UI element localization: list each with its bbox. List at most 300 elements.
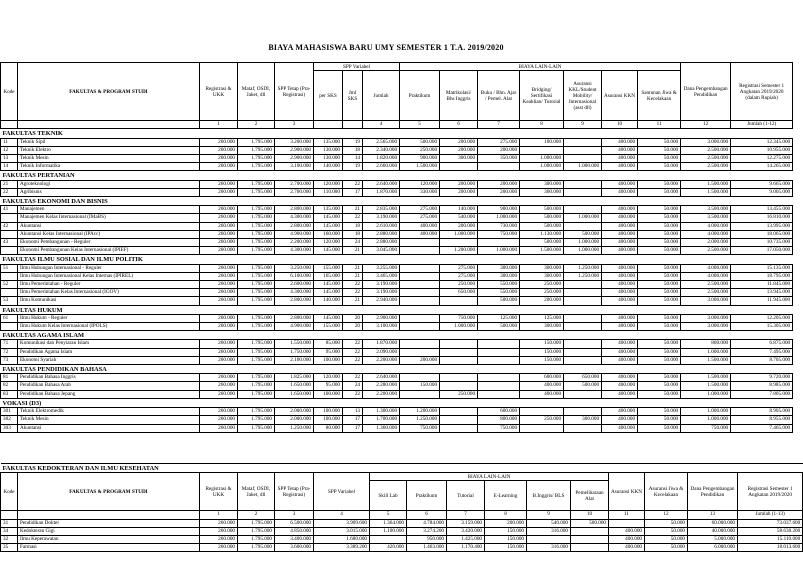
fee-cell: 600.000: [478, 408, 520, 416]
fee-cell: 400.000: [602, 408, 638, 416]
fee-cell: 1.200.000: [440, 247, 478, 255]
fee-cell: 2.800.000: [275, 314, 314, 322]
header-santunan: Santunan Jiwa & Kecelakaan: [638, 71, 681, 121]
table-row: [1, 163, 793, 171]
column-number: 3: [275, 511, 314, 519]
table-row: [1, 297, 793, 305]
fee-cell: 110.000: [314, 188, 343, 196]
fee-cell: 2.280.000: [363, 382, 400, 390]
fee-cell: 3.190.000: [363, 289, 400, 297]
fee-cell: 4.300.000: [275, 214, 314, 222]
fee-cell: 17: [343, 424, 363, 432]
fee-cell: 22: [343, 340, 363, 348]
fee-cell: 260.000: [200, 382, 238, 390]
fee-cell: 9.665.000: [731, 180, 793, 188]
fee-cell: 275.000: [478, 138, 520, 146]
fee-cell: 1.795.000: [238, 408, 275, 416]
fee-cell: 1.130.000: [520, 230, 564, 238]
fee-cell: [564, 146, 602, 154]
table-row: [1, 348, 793, 356]
fee-cell: 2.610.000: [363, 222, 400, 230]
fee-cell: 2.900.000: [275, 155, 314, 163]
fee-cell: 260.000: [200, 247, 238, 255]
fee-cell: 50.000: [645, 519, 688, 527]
fee-cell: 20: [343, 314, 363, 322]
program-code: 73: [1, 356, 18, 364]
fee-cell: 1.750.000: [275, 348, 314, 356]
table-row: [1, 519, 803, 527]
table-row: [1, 138, 793, 146]
fee-cell: 1.500.000: [681, 180, 731, 188]
program-name: Ilmu Pemerintahan Kelas Internasional (IGOV): [18, 289, 200, 297]
fee-cell: 4.300.000: [275, 247, 314, 255]
fee-cell: [564, 222, 602, 230]
fee-cell: 500.000: [571, 519, 609, 527]
fee-cell: 1.700.000: [363, 416, 400, 424]
fee-cell: [440, 239, 478, 247]
fee-cell: 1.000.000: [520, 155, 564, 163]
program-name: Akuntansi Kelas Internasional (IPAcc): [18, 230, 200, 238]
fee-cell: 750.000: [440, 314, 478, 322]
fee-cell: [440, 424, 478, 432]
fee-cell: 1.795.000: [238, 390, 275, 398]
fee-cell: 260.000: [200, 544, 238, 552]
fee-cell: 50.000: [638, 374, 681, 382]
fee-cell: 22: [343, 356, 363, 364]
fee-cell: 6.875.000: [731, 340, 793, 348]
fee-cell: 145.000: [314, 247, 343, 255]
fee-cell: 400.000: [602, 314, 638, 322]
fee-cell: 400.000: [602, 390, 638, 398]
fee-cell: 1.795.000: [238, 382, 275, 390]
header-bridging: Bridging/ Sertifikasi Keahlian/ Tutorial: [520, 71, 564, 121]
program-name: Teknik Informatika: [18, 163, 200, 171]
fee-cell: 1.795.000: [238, 138, 275, 146]
fee-cell: 4.784.000: [407, 519, 447, 527]
fee-cell: 160.000: [314, 230, 343, 238]
fee-cell: 2.800.000: [275, 206, 314, 214]
program-name: Teknik Sipil: [18, 138, 200, 146]
fee-cell: 260.000: [200, 408, 238, 416]
fee-cell: 3.400.000: [275, 536, 314, 544]
fee-cell: 145.000: [314, 314, 343, 322]
column-number: 11: [609, 511, 645, 519]
fee-cell: [400, 272, 440, 280]
fee-cell: 2.100.000: [275, 356, 314, 364]
fee-cell: 200.000: [478, 188, 520, 196]
fee-cell: 50.000: [638, 230, 681, 238]
document-title: BIAYA MAHASISWA BARU UMY SEMESTER 1 T.A. 2019/2020: [268, 43, 504, 52]
section-name: FAKULTAS PENDIDIKAN BAHASA: [1, 365, 793, 374]
fee-cell: [400, 340, 440, 348]
fee-cell: 4.850.000: [275, 527, 314, 535]
fee-cell: 260.000: [200, 314, 238, 322]
fee-cell: 260.000: [200, 390, 238, 398]
section-name: FAKULTAS KEDOKTERAN DAN ILMU KESEHATAN: [1, 464, 803, 473]
table-row: [1, 180, 793, 188]
fee-cell: 13.455.000: [731, 206, 793, 214]
fee-cell: [564, 348, 602, 356]
header-mataf: Mataf, OSDI, Jaket, dll: [238, 63, 275, 121]
fee-cell: 50.000: [638, 214, 681, 222]
program-code: 72: [1, 348, 18, 356]
program-name: Ilmu Hukum Kelas Internasional (IPOLS): [18, 323, 200, 331]
fee-cell: 400.000: [602, 163, 638, 171]
fee-cell: 3.000.000: [681, 323, 731, 331]
column-numbering-row: [1, 511, 803, 519]
fee-cell: [571, 544, 609, 552]
program-code: [1, 247, 18, 255]
fee-cell: 1.000.000: [478, 214, 520, 222]
program-code: 303: [1, 424, 18, 432]
fee-cell: 3.255.000: [363, 264, 400, 272]
program-code: [1, 272, 18, 280]
fee-cell: 5.000.000: [688, 536, 738, 544]
program-name: Ekonomi Syariah: [18, 356, 200, 364]
table-row: [1, 340, 793, 348]
fee-cell: 6.100.000: [275, 272, 314, 280]
fee-cell: 11.845.000: [731, 281, 793, 289]
fee-cell: 500.000: [520, 214, 564, 222]
fee-cell: 8.955.000: [731, 416, 793, 424]
fee-cell: 150.000: [520, 340, 564, 348]
fee-cell: [520, 146, 564, 154]
table-row: [1, 222, 793, 230]
fee-cell: [400, 297, 440, 305]
fee-cell: [527, 536, 571, 544]
fee-cell: 300.000: [520, 272, 564, 280]
fee-cell: 58.630.200: [738, 527, 803, 535]
fee-cell: 19: [343, 138, 363, 146]
fee-cell: 500.000: [564, 230, 602, 238]
fee-cell: 20: [343, 323, 363, 331]
fee-cell: [478, 348, 520, 356]
column-number: 12: [681, 121, 731, 129]
fee-cell: 1.360.000: [363, 424, 400, 432]
fee-cell: 13.995.000: [731, 222, 793, 230]
fee-cell: 900.000: [400, 155, 440, 163]
header-mataf: Mataf, OSDI, Jaket, dll: [238, 473, 275, 511]
fee-cell: [564, 180, 602, 188]
fee-cell: 50.000: [638, 348, 681, 356]
fee-cell: 2.940.000: [363, 297, 400, 305]
fee-cell: 1.795.000: [238, 527, 275, 535]
fee-cell: 21: [343, 206, 363, 214]
fee-cell: 50.000: [638, 340, 681, 348]
fee-cell: 1.500.000: [681, 374, 731, 382]
section-name: FAKULTAS ILMU SOSIAL DAN ILMU POLITIK: [1, 255, 793, 264]
fee-cell: 150.000: [520, 356, 564, 364]
header-biaya-lain: BIAYA LAIN-LAIN: [370, 473, 609, 481]
fee-cell: 1.795.000: [238, 247, 275, 255]
fee-cell: 500.000: [520, 239, 564, 247]
fee-cell: 260.000: [200, 424, 238, 432]
fee-cell: 2.200.000: [275, 239, 314, 247]
program-name: Pendidikan Dokter: [18, 519, 200, 527]
fee-cell: 130.000: [314, 155, 343, 163]
header-biaya-lain: BIAYA LAIN-LAIN: [400, 63, 681, 71]
fee-cell: 2.340.000: [363, 146, 400, 154]
fee-cell: 400.000: [602, 230, 638, 238]
fee-cell: 400.000: [602, 289, 638, 297]
table-row: [1, 239, 793, 247]
header-praktikum: Praktikum: [407, 481, 447, 511]
fee-cell: 275.000: [400, 206, 440, 214]
fee-cell: 316.000: [527, 544, 571, 552]
fee-cell: 3.159.000: [447, 519, 485, 527]
fee-cell: 2.700.000: [275, 188, 314, 196]
fee-cell: 3.389.200: [314, 544, 370, 552]
fee-cell: 4.900.000: [275, 323, 314, 331]
program-code: 71: [1, 340, 18, 348]
column-number: 6: [407, 511, 447, 519]
program-name: Ekonomi Pembangunan Kelas Internasional (IPIEF): [18, 247, 200, 255]
fee-cell: 2.200.000: [363, 356, 400, 364]
fee-cell: 400.000: [609, 544, 645, 552]
column-number: 10: [571, 511, 609, 519]
fee-cell: [564, 206, 602, 214]
fee-cell: [400, 323, 440, 331]
fee-cell: 22: [343, 374, 363, 382]
column-number: 5: [400, 121, 440, 129]
fee-cell: 50.000: [638, 390, 681, 398]
program-name: Teknik Elektro: [18, 146, 200, 154]
fee-cell: [564, 289, 602, 297]
fee-cell: 600.000: [520, 374, 564, 382]
fee-cell: 50.000: [638, 297, 681, 305]
column-numbering-row: [1, 121, 793, 129]
program-name: Manajemen Kelas Internasional (IMaBS): [18, 214, 200, 222]
fee-cell: 22: [343, 180, 363, 188]
program-code: 41: [1, 206, 18, 214]
header-total: Registrasi Semester 1 Angkatan 2019/2020: [738, 473, 803, 511]
program-name: Teknik Mesin: [18, 155, 200, 163]
fee-cell: 260.000: [200, 180, 238, 188]
program-name: Ilmu Hubungan Internasional Kelas Internas (IPIREL): [18, 272, 200, 280]
column-number: 2: [238, 511, 275, 519]
fee-cell: 550.000: [478, 289, 520, 297]
fee-cell: 100.000: [314, 416, 343, 424]
fee-cell: 260.000: [200, 264, 238, 272]
fee-cell: 1.364.000: [370, 519, 407, 527]
fee-cell: 50.000: [638, 264, 681, 272]
fee-cell: 15.110.000: [738, 536, 803, 544]
fee-cell: 1.795.000: [238, 214, 275, 222]
fee-cell: 750.000: [478, 424, 520, 432]
fee-cell: 1.500.000: [681, 188, 731, 196]
fee-cell: 400.000: [602, 424, 638, 432]
fee-cell: 400.000: [602, 374, 638, 382]
fee-cell: 1.250.000: [564, 264, 602, 272]
fee-cell: 400.000: [602, 264, 638, 272]
fee-cell: 80.000: [314, 424, 343, 432]
table-row: [1, 281, 793, 289]
fee-cell: 1.870.000: [363, 188, 400, 196]
column-number: 9: [564, 121, 602, 129]
fee-cell: 2.565.000: [363, 138, 400, 146]
fee-cell: 17.050.000: [731, 247, 793, 255]
fee-cell: 14: [343, 155, 363, 163]
fee-cell: 400.000: [602, 138, 638, 146]
column-number: 8: [520, 121, 564, 129]
table-row: [1, 527, 803, 535]
fee-cell: [564, 155, 602, 163]
program-code: 61: [1, 314, 18, 322]
fee-cell: 18.013.600: [738, 544, 803, 552]
fee-cell: 1.795.000: [238, 536, 275, 544]
fee-cell: 50.000: [638, 188, 681, 196]
fee-cell: [400, 348, 440, 356]
fee-cell: 400.000: [602, 180, 638, 188]
fee-cell: 3.250.000: [275, 264, 314, 272]
fee-cell: 540.000: [527, 519, 571, 527]
fee-cell: 400.000: [602, 206, 638, 214]
fee-cell: 3.274.200: [407, 527, 447, 535]
fee-cell: 250.000: [400, 146, 440, 154]
fee-cell: 1.550.000: [275, 340, 314, 348]
program-name: Manajemen: [18, 206, 200, 214]
fee-cell: 260.000: [200, 297, 238, 305]
program-code: 51: [1, 264, 18, 272]
fee-cell: 300.000: [478, 272, 520, 280]
fee-cell: 3.909.600: [314, 519, 370, 527]
fee-cell: 260.000: [200, 206, 238, 214]
header-jml-sks: Jml SKS: [343, 71, 363, 121]
fee-cell: 1.463.000: [407, 544, 447, 552]
fee-cell: 300.000: [520, 180, 564, 188]
fee-cell: 50.000: [638, 239, 681, 247]
section-header-row: [1, 197, 793, 206]
fee-cell: 50.000: [638, 138, 681, 146]
fee-cell: 120.000: [314, 239, 343, 247]
program-code: [1, 230, 18, 238]
fee-cell: 2.090.000: [363, 348, 400, 356]
table-row: [1, 356, 793, 364]
fee-cell: [400, 281, 440, 289]
program-name: Ilmu Hukum - Reguler: [18, 314, 200, 322]
fee-cell: 2.835.000: [363, 206, 400, 214]
column-number: 7: [447, 511, 485, 519]
fee-cell: [400, 390, 440, 398]
fee-cell: 21: [343, 264, 363, 272]
fee-cell: 21: [343, 247, 363, 255]
fee-cell: [564, 408, 602, 416]
fee-cell: 2.500.000: [681, 247, 731, 255]
fee-cell: [478, 374, 520, 382]
table-row: [1, 247, 793, 255]
fee-cell: 140.000: [440, 206, 478, 214]
fee-cell: [400, 289, 440, 297]
fee-cell: 1.425.000: [447, 536, 485, 544]
fee-cell: 400.000: [400, 222, 440, 230]
table-row: [1, 230, 793, 238]
table-row: [1, 155, 793, 163]
section-header-row: [1, 305, 793, 314]
column-number: 1: [200, 511, 238, 519]
fee-cell: 50.000: [638, 281, 681, 289]
fee-cell: 250.000: [520, 416, 564, 424]
fee-cell: 200.000: [440, 180, 478, 188]
fee-cell: 3.000.000: [681, 297, 731, 305]
fee-cell: 1.250.000: [275, 424, 314, 432]
header-spp-variabel: SPP Variabel: [314, 63, 400, 71]
fee-cell: 24: [343, 382, 363, 390]
fee-cell: 260.000: [200, 138, 238, 146]
program-code: 43: [1, 239, 18, 247]
fee-cell: 400.000: [602, 188, 638, 196]
fee-cell: 3.100.000: [275, 163, 314, 171]
fee-cell: 250.000: [440, 390, 478, 398]
fee-cell: 17: [343, 416, 363, 424]
header-binggris: B.Inggris/ BLS: [527, 481, 571, 511]
fee-cell: 18.795.000: [731, 272, 793, 280]
fee-cell: 260.000: [200, 356, 238, 364]
fee-cell: 500.000: [400, 138, 440, 146]
header-kode: Kode: [1, 473, 18, 511]
fee-cell: 2.800.000: [275, 297, 314, 305]
column-number: 8: [485, 511, 527, 519]
fee-cell: 1.000.000: [440, 230, 478, 238]
program-code: 81: [1, 374, 18, 382]
fee-cell: 1.795.000: [238, 146, 275, 154]
fee-cell: 650.000: [564, 374, 602, 382]
fee-cell: 1.250.000: [400, 416, 440, 424]
fee-cell: 100.000: [314, 356, 343, 364]
fee-cell: 73.037.600: [738, 519, 803, 527]
program-code: 53: [1, 297, 18, 305]
header-praktikum: Praktikum: [400, 71, 440, 121]
table-row: [1, 536, 803, 544]
fee-cell: 420.000: [370, 544, 407, 552]
fee-cell: 540.000: [440, 214, 478, 222]
section-header-row: [1, 331, 793, 340]
fee-cell: 1.500.000: [520, 247, 564, 255]
fee-cell: 16.810.000: [731, 214, 793, 222]
fee-cell: 260.000: [200, 536, 238, 544]
fee-cell: 50.000: [638, 163, 681, 171]
header-dana: Dana Pengembangan Pendidikan: [681, 63, 731, 121]
fee-cell: 155.000: [314, 323, 343, 331]
fee-cell: [440, 348, 478, 356]
fee-cell: 2.800.000: [275, 222, 314, 230]
fee-cell: 40.000.000: [688, 527, 738, 535]
program-code: 83: [1, 390, 18, 398]
program-name: Teknik Elektromedik: [18, 408, 200, 416]
fee-cell: 1.795.000: [238, 281, 275, 289]
fee-cell: 1.000.000: [681, 390, 731, 398]
program-name: Pendidikan Agama Islam: [18, 348, 200, 356]
fee-cell: 4.000.000: [681, 222, 731, 230]
program-name: Komunikasi dan Penyiaran Islam: [18, 340, 200, 348]
program-name: Pendidikan Bahasa Jepang: [18, 390, 200, 398]
program-name: Kedokteran Gigi: [18, 527, 200, 535]
fee-cell: 2.880.000: [363, 230, 400, 238]
fee-cell: 3.045.000: [363, 247, 400, 255]
table-row: [1, 424, 793, 432]
column-number: 11: [638, 121, 681, 129]
fee-cell: 260.000: [200, 239, 238, 247]
fee-cell: [564, 424, 602, 432]
fee-cell: 145.000: [314, 281, 343, 289]
fee-cell: 150.000: [485, 527, 527, 535]
fee-cell: 2.500.000: [681, 155, 731, 163]
section-name: FAKULTAS TEKNIK: [1, 129, 793, 138]
fee-cell: [440, 297, 478, 305]
fee-cell: 3.500.000: [681, 206, 731, 214]
fee-cell: 1.795.000: [238, 297, 275, 305]
header-jumlah: Jumlah: [363, 71, 400, 121]
header-buku: Buku / Bhn. Ajar / Pemel. Alat: [478, 71, 520, 121]
